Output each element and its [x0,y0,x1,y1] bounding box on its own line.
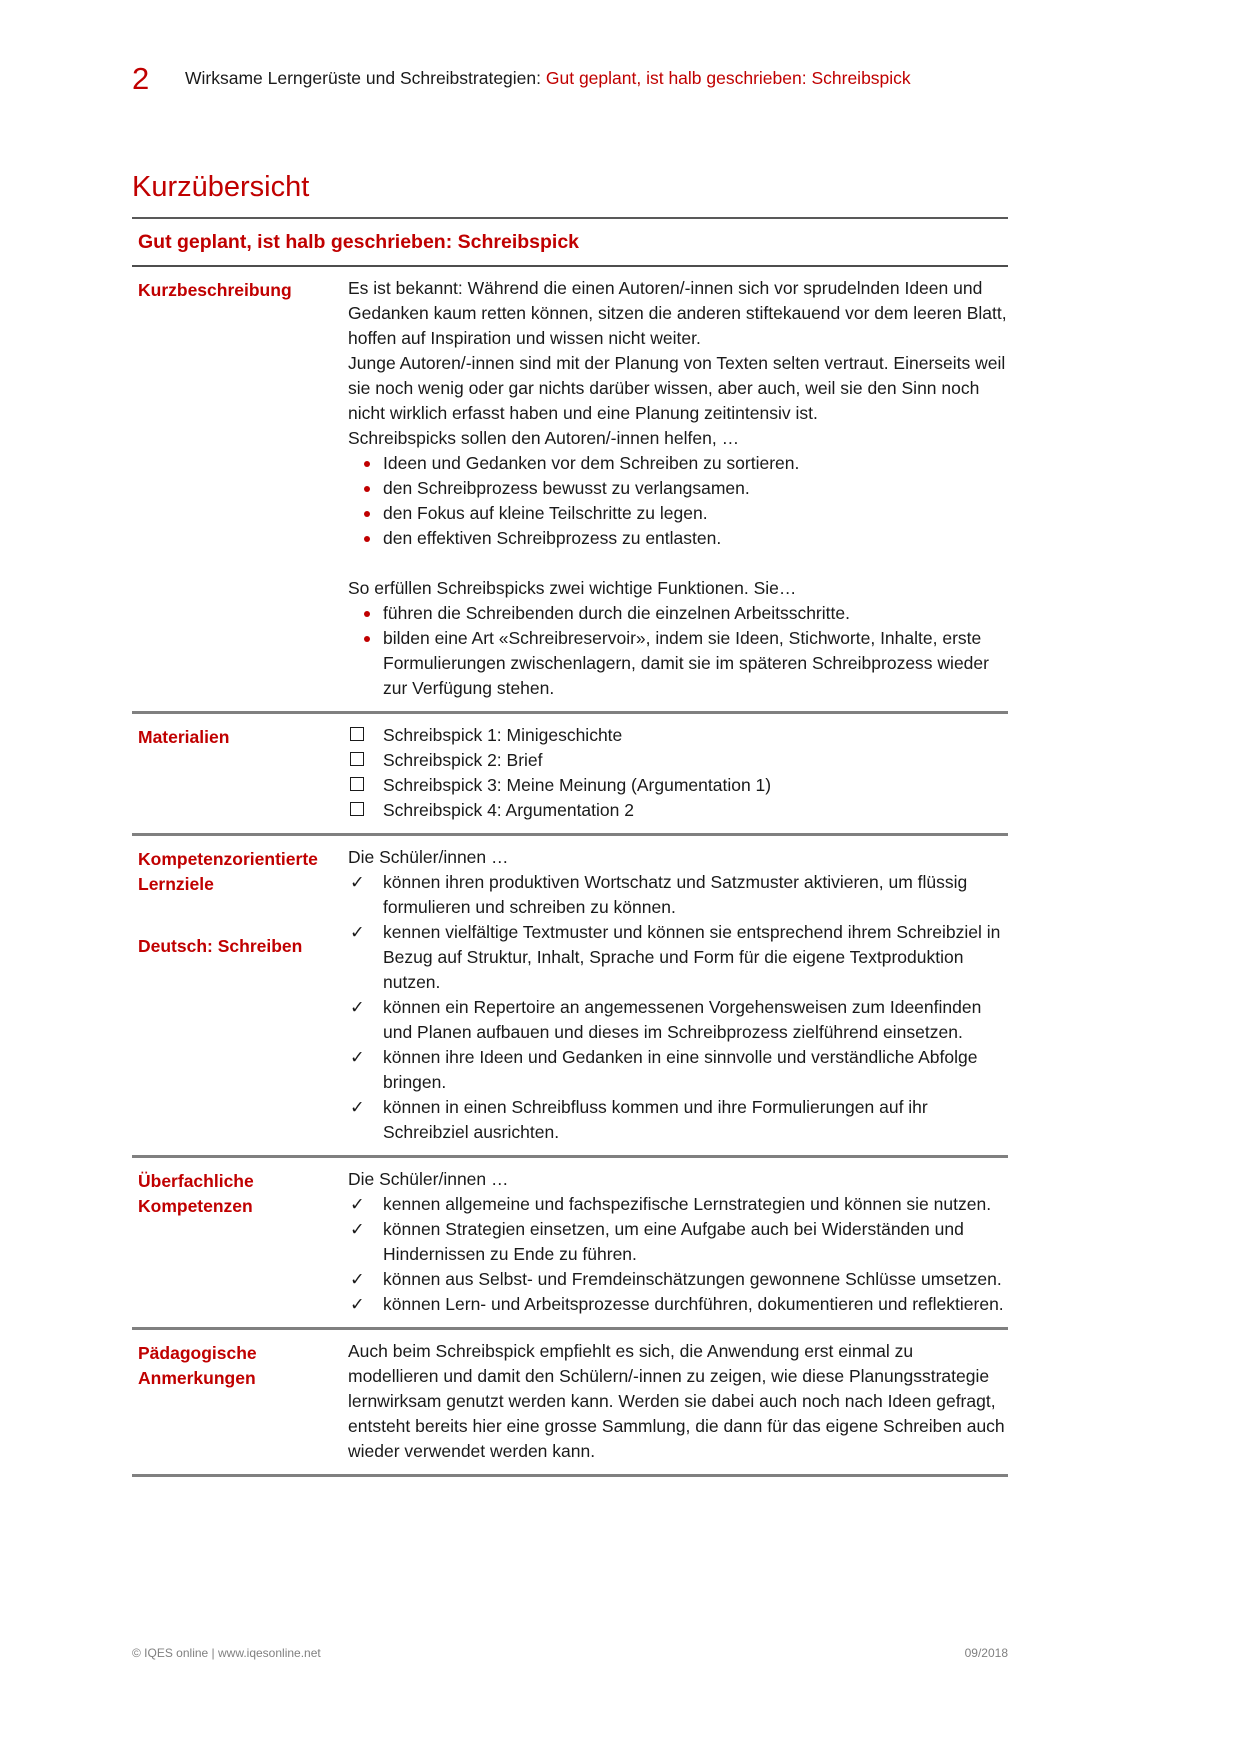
list-item-text: können ihren produktiven Wortschatz und Satzmuster aktivieren, um flüssig formulieren und schreiben zu können. [383,872,968,917]
checkmark-icon: ✓ [350,1097,365,1117]
list-item-text: können in einen Schreibfluss kommen und ihre Formulierungen auf ihr Schreibziel ausrichten. [383,1097,928,1142]
paragraph: So erfüllen Schreibspicks zwei wichtige Funktionen. Sie… [348,578,797,598]
list-item-text: den Schreibprozess bewusst zu verlangsamen. [383,478,750,498]
checkbox-square [350,752,364,766]
table-title: Gut geplant, ist halb geschrieben: Schreibspick [132,219,1008,267]
list-item-text: können aus Selbst- und Fremdeinschätzungen gewonnene Schlüsse umsetzen. [383,1269,1002,1289]
page-number: 2 [132,61,150,96]
bullet-dot [364,461,370,467]
row-label-text: Überfachliche Kompetenzen [138,1171,254,1216]
list-item-text: den effektiven Schreibprozess zu entlasten. [383,528,722,548]
checkmark-icon: ✓ [350,1294,365,1314]
page-content [132,0,1008,1477]
bullet-icon [348,526,383,551]
row-label [132,723,348,823]
row-label [132,845,348,1145]
row-label-text: Kurzbeschreibung [138,280,292,300]
list-item-text: Ideen und Gedanken vor dem Schreiben zu sortieren. [383,453,800,473]
checkmark-icon: ✓ [350,872,365,892]
list-item [348,995,1008,1045]
bullets-list [348,601,1008,701]
list-item [348,1192,1008,1217]
list-item [348,1095,1008,1145]
row-content [348,1167,1008,1317]
paragraph: Auch beim Schreibspick empfiehlt es sich, die Anwendung erst einmal zu modellieren und damit den Schülern/-innen zu zeigen, wie diese Planungsstrategie lernwirksam genutzt werden kann. Werden sie dabei auch noch nach Ideen gefragt, entsteht bereits hier eine grosse Sammlung, die dann für das eigene Schreiben auch wieder verwendet werden kann. [348,1341,1005,1461]
list-item [348,870,1008,920]
bullet-icon [348,451,383,476]
paragraph: Die Schüler/innen … [348,1169,509,1189]
bullet-icon [348,476,383,501]
doc-footer [132,1646,1008,1661]
checkbox-icon [348,773,383,798]
overview-table [132,267,1008,1477]
list-item-text: Schreibspick 2: Brief [383,750,543,770]
list-item [348,1217,1008,1267]
checkmark-icon: ✓ [350,1269,365,1289]
list-item [348,1292,1008,1317]
checkbox-icon [348,723,383,748]
list-item [348,1045,1008,1095]
row-sublabel: Deutsch: Schreiben [138,936,303,956]
checkmark-icon: ✓ [350,922,365,942]
list-item-text: können ihre Ideen und Gedanken in eine sinnvolle und verständliche Abfolge bringen. [383,1047,978,1092]
list-item [348,526,1008,551]
footer-copyright: © IQES online | www.iqesonline.net [132,1646,321,1660]
row-label-text: Pädagogische Anmerkungen [138,1343,257,1388]
bullet-dot [364,536,370,542]
table-row [132,267,1008,714]
list-item-text: den Fokus auf kleine Teilschritte zu legen. [383,503,708,523]
checkboxes-list [348,723,1008,823]
row-label-text: Materialien [138,727,230,747]
running-header-series: Wirksame Lerngerüste und Schreibstrategien: [185,68,546,88]
list-item-text: kennen vielfältige Textmuster und können sie entsprechend ihrem Schreibziel in Bezug auf Struktur, Inhalt, Sprache und Form für die eigene Textproduktion nutzen. [383,922,1001,992]
list-item-text: können Lern- und Arbeitsprozesse durchführen, dokumentieren und reflektieren. [383,1294,1004,1314]
checkbox-icon [348,748,383,773]
list-item [348,773,1008,798]
list-item-text: Schreibspick 3: Meine Meinung (Argumentation 1) [383,775,772,795]
row-content [348,723,1008,823]
list-item-text: Schreibspick 4: Argumentation 2 [383,800,634,820]
checkmark-icon: ✓ [350,1194,365,1214]
bullet-icon [348,626,383,701]
spacer [348,551,1008,576]
bullet-dot [364,511,370,517]
row-label [132,1339,348,1464]
running-header-topic: Gut geplant, ist halb geschrieben: Schreibspick [545,68,911,88]
row-label [132,276,348,701]
list-item [348,798,1008,823]
paragraph: Die Schüler/innen … [348,847,509,867]
bullet-icon [348,601,383,626]
list-item-text: bilden eine Art «Schreibreservoir», indem sie Ideen, Stichworte, Inhalte, erste Formulierungen zwischenlagern, damit sie im späteren Schreibprozess wieder zur Verfügung stehen. [383,628,989,698]
list-item-text: können ein Repertoire an angemessenen Vorgehensweisen zum Ideenfinden und Planen aufbauen und dieses im Schreibprozess zielführend einsetzen. [383,997,982,1042]
list-item [348,601,1008,626]
paragraph: Es ist bekannt: Während die einen Autoren/-innen sich vor sprudelnden Ideen und Gedanken kaum retten können, sitzen die anderen stiftekauend vor dem leeren Blatt, hoffen auf Inspiration und wissen nicht weiter. [348,278,1007,348]
row-label [132,1167,348,1317]
list-item-text: können Strategien einsetzen, um eine Aufgabe auch bei Widerständen und Hindernissen zu Ende zu führen. [383,1219,964,1264]
checkbox-square [350,727,364,741]
checkmark-icon: ✓ [350,1047,365,1067]
bullet-dot [364,486,370,492]
table-row [132,1330,1008,1477]
list-item [348,626,1008,701]
bullet-dot [364,611,370,617]
footer-date: 09/2018 [964,1646,1008,1660]
paragraph: Junge Autoren/-innen sind mit der Planung von Texten selten vertraut. Einerseits weil sie noch wenig oder gar nichts darüber wissen, aber auch, weil sie den Sinn noch nicht wirklich erfasst haben und eine Planung zeitintensiv ist. [348,353,1006,423]
list-item [348,451,1008,476]
checks-list [348,1192,1008,1317]
checkbox-square [350,777,364,791]
list-item-text: kennen allgemeine und fachspezifische Lernstrategien und können sie nutzen. [383,1194,992,1214]
paragraph: Schreibspicks sollen den Autoren/-innen helfen, … [348,428,740,448]
list-item [348,920,1008,995]
list-item [348,723,1008,748]
table-row [132,714,1008,836]
bullets-list [348,451,1008,551]
row-content [348,845,1008,1145]
checkmark-icon: ✓ [350,997,365,1017]
table-row [132,1158,1008,1330]
list-item [348,501,1008,526]
table-row [132,836,1008,1158]
list-item [348,476,1008,501]
list-item [348,748,1008,773]
bullet-dot [364,636,370,642]
checkmark-icon: ✓ [350,1219,365,1239]
checkbox-square [350,802,364,816]
bullet-icon [348,501,383,526]
page-title: Kurzübersicht [132,171,310,203]
running-header [185,62,927,92]
row-content [348,1339,1008,1464]
list-item-text: führen die Schreibenden durch die einzelnen Arbeitsschritte. [383,603,850,623]
checkbox-icon [348,798,383,823]
row-content [348,276,1008,701]
checks-list [348,870,1008,1145]
list-item [348,1267,1008,1292]
row-label-text: Kompetenzorientierte Lernziele [138,849,318,894]
list-item-text: Schreibspick 1: Minigeschichte [383,725,623,745]
doc-header [132,62,1008,96]
